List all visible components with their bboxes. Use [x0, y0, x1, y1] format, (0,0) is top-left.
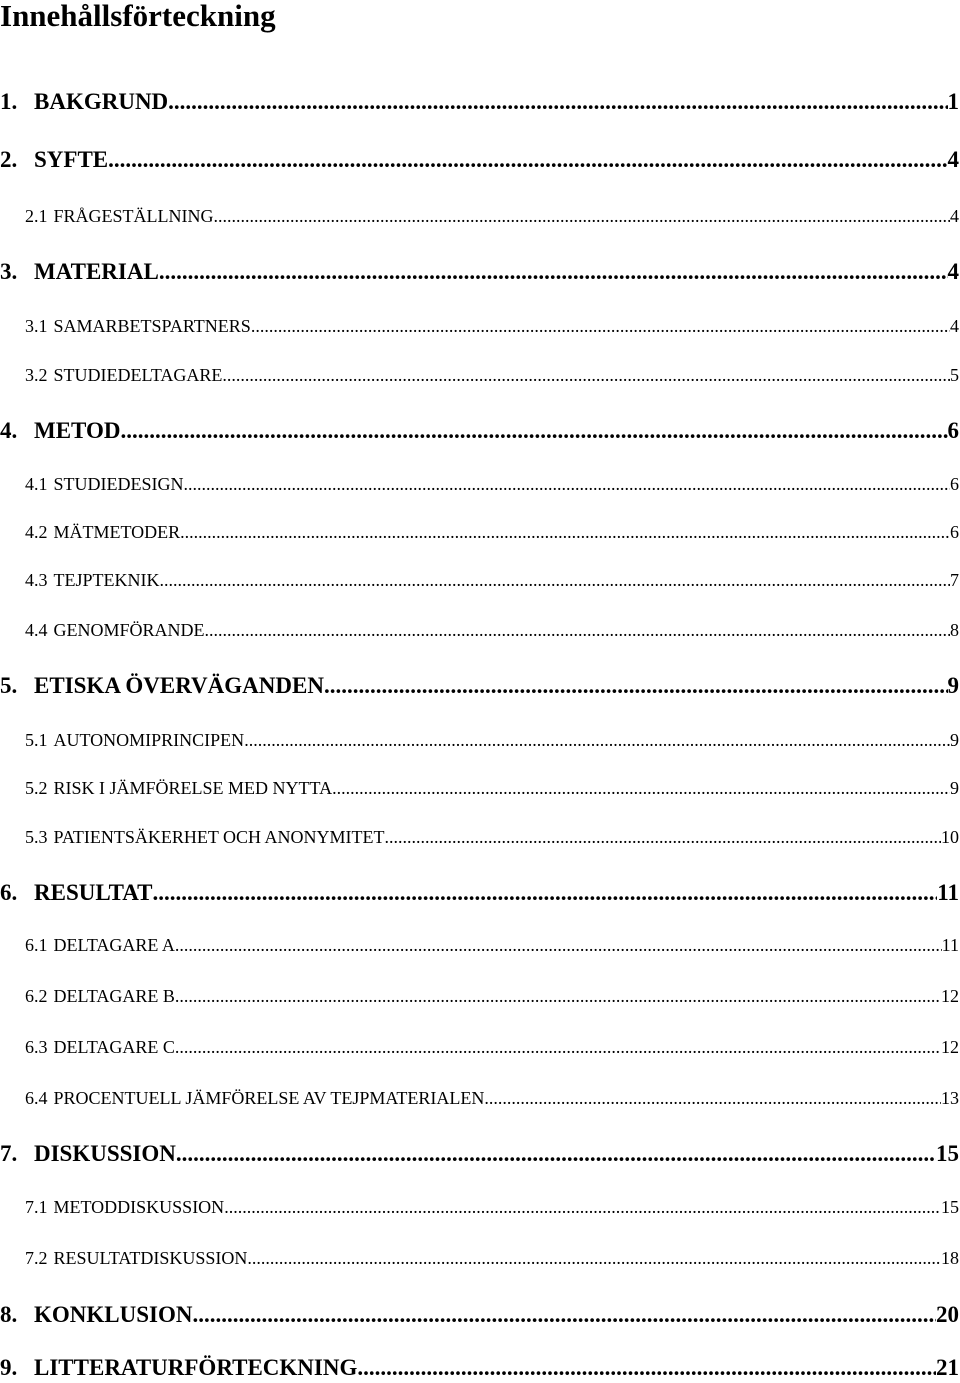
toc-entry-deltagare-b[interactable]: [25, 985, 959, 1007]
dot-leader: [175, 934, 942, 956]
dot-leader: [332, 777, 950, 799]
toc-entry-label: SAMARBETSPARTNERS: [53, 316, 251, 336]
toc-entry-page: 9: [950, 730, 959, 750]
toc-entry-konklusion[interactable]: [0, 1301, 959, 1329]
toc-entry-number: 7.1: [25, 1197, 48, 1217]
toc-entry-page: 4: [947, 259, 959, 284]
toc-entry-label: RESULTATDISKUSSION: [53, 1248, 248, 1268]
dot-leader: [357, 1354, 936, 1382]
toc-entry-number: 4.1: [25, 474, 48, 494]
toc-entry-label: DISKUSSION: [34, 1141, 176, 1166]
dot-leader: [205, 619, 950, 641]
toc-entry-page: 9: [950, 778, 959, 798]
toc-entry-label: KONKLUSION: [34, 1302, 193, 1327]
dot-leader: [192, 1301, 936, 1329]
toc-entry-studiedeltagare[interactable]: [25, 364, 959, 386]
toc-entry-page: 1: [947, 89, 959, 114]
dot-leader: [108, 146, 947, 174]
toc-entry-label: PATIENTSÄKERHET OCH ANONYMITET: [53, 827, 385, 847]
toc-entry-label: SYFTE: [34, 147, 109, 172]
toc-entry-page: 6: [950, 522, 959, 542]
toc-entry-page: 13: [941, 1088, 959, 1108]
toc-entry-label: RESULTAT: [34, 880, 153, 905]
toc-entry-label: DELTAGARE A: [53, 935, 175, 955]
dot-leader: [180, 521, 950, 543]
dot-leader: [385, 826, 941, 848]
dot-leader: [244, 729, 950, 751]
toc-entry-label: LITTERATURFÖRTECKNING: [34, 1355, 358, 1380]
toc-entry-metoddiskussion[interactable]: [25, 1196, 959, 1218]
toc-entry-label: MÄTMETODER: [53, 522, 181, 542]
toc-entry-label: AUTONOMIPRINCIPEN: [53, 730, 245, 750]
toc-entry-number: 9.: [0, 1355, 18, 1380]
toc-entry-resultat[interactable]: [0, 879, 959, 907]
toc-entry-resultatdiskussion[interactable]: [25, 1247, 959, 1269]
dot-leader: [224, 1196, 941, 1218]
toc-entry-samarbetspartners[interactable]: [25, 315, 959, 337]
toc-entry-label: PROCENTUELL JÄMFÖRELSE AV TEJPMATERIALEN: [53, 1088, 485, 1108]
toc-entry-procentuell-jamforelse[interactable]: [25, 1087, 959, 1109]
toc-entry-number: 5.2: [25, 778, 48, 798]
toc-entry-litteraturforteckning[interactable]: [0, 1354, 959, 1382]
toc-entry-label: METODDISKUSSION: [53, 1197, 225, 1217]
toc-entry-diskussion[interactable]: [0, 1140, 959, 1168]
toc-entry-number: 3.: [0, 259, 18, 284]
toc-entry-number: 7.: [0, 1141, 18, 1166]
dot-leader: [184, 473, 951, 495]
toc-entry-page: 4: [947, 147, 959, 172]
dot-leader: [176, 1140, 936, 1168]
toc-entry-patientsakerhet[interactable]: [25, 826, 959, 848]
toc-entry-page: 15: [936, 1141, 959, 1166]
toc-entry-label: RISK I JÄMFÖRELSE MED NYTTA: [53, 778, 333, 798]
toc-entry-number: 2.1: [25, 206, 48, 226]
toc-entry-etiska-overvaganden[interactable]: [0, 672, 959, 700]
toc-entry-number: 3.2: [25, 365, 48, 385]
toc-entry-label: TEJPTEKNIK: [53, 570, 160, 590]
toc-entry-label: ETISKA ÖVERVÄGANDEN: [34, 673, 324, 698]
dot-leader: [324, 672, 948, 700]
toc-entry-risk-i-jamforelse[interactable]: [25, 777, 959, 799]
toc-entry-page: 15: [941, 1197, 959, 1217]
toc-entry-page: 18: [941, 1248, 959, 1268]
dot-leader: [160, 569, 951, 591]
page-title: Innehållsförteckning: [0, 0, 276, 33]
toc-entry-deltagare-a[interactable]: [25, 934, 959, 956]
toc-entry-number: 8.: [0, 1302, 18, 1327]
dot-leader: [152, 879, 937, 907]
dot-leader: [159, 258, 948, 286]
dot-leader: [214, 205, 951, 227]
toc-entry-page: 12: [941, 986, 959, 1006]
toc-entry-label: STUDIEDELTAGARE: [53, 365, 223, 385]
toc-entry-number: 4.4: [25, 620, 48, 640]
toc-entry-page: 21: [936, 1355, 959, 1380]
dot-leader: [120, 417, 947, 445]
toc-entry-number: 5.: [0, 673, 18, 698]
toc-entry-page: 11: [941, 935, 959, 955]
toc-entry-page: 8: [950, 620, 959, 640]
toc-entry-number: 6.2: [25, 986, 48, 1006]
toc-entry-autonomiprincipen[interactable]: [25, 729, 959, 751]
toc-entry-number: 4.: [0, 418, 18, 443]
toc-entry-label: BAKGRUND: [34, 89, 169, 114]
toc-entry-metod[interactable]: [0, 417, 959, 445]
dot-leader: [175, 1036, 941, 1058]
toc-entry-page: 10: [941, 827, 959, 847]
toc-entry-bakgrund[interactable]: [0, 88, 959, 116]
toc-entry-syfte[interactable]: [0, 146, 959, 174]
toc-entry-label: GENOMFÖRANDE: [53, 620, 205, 640]
toc-entry-label: METOD: [34, 418, 121, 443]
toc-entry-label: DELTAGARE B: [53, 986, 175, 1006]
dot-leader: [222, 364, 950, 386]
toc-entry-number: 6.: [0, 880, 18, 905]
dot-leader: [247, 1247, 941, 1269]
toc-entry-page: 12: [941, 1037, 959, 1057]
toc-entry-fragestallning[interactable]: [25, 205, 959, 227]
toc-entry-number: 5.3: [25, 827, 48, 847]
toc-entry-genomforande[interactable]: [25, 619, 959, 641]
toc-entry-page: 6: [950, 474, 959, 494]
toc-entry-page: 7: [950, 570, 959, 590]
toc-entry-page: 20: [936, 1302, 959, 1327]
toc-entry-number: 6.3: [25, 1037, 48, 1057]
toc-entry-page: 4: [950, 316, 959, 336]
toc-entry-page: 9: [947, 673, 959, 698]
toc-entry-studiedesign[interactable]: [25, 473, 959, 495]
toc-entry-matmetoder[interactable]: [25, 521, 959, 543]
toc-entry-number: 1.: [0, 89, 18, 114]
toc-entry-label: DELTAGARE C: [53, 1037, 175, 1057]
toc-entry-label: MATERIAL: [34, 259, 159, 284]
toc-entry-number: 3.1: [25, 316, 48, 336]
toc-entry-number: 5.1: [25, 730, 48, 750]
toc-entry-number: 6.1: [25, 935, 48, 955]
toc-entry-page: 11: [937, 880, 959, 905]
dot-leader: [168, 88, 947, 116]
toc-entry-number: 6.4: [25, 1088, 48, 1108]
toc-entry-page: 4: [950, 206, 959, 226]
toc-entry-material[interactable]: [0, 258, 959, 286]
toc-entry-number: 7.2: [25, 1248, 48, 1268]
toc-entry-label: STUDIEDESIGN: [53, 474, 184, 494]
dot-leader: [175, 985, 941, 1007]
toc-entry-page: 5: [950, 365, 959, 385]
toc-entry-number: 4.2: [25, 522, 48, 542]
dot-leader: [484, 1087, 941, 1109]
toc-entry-number: 2.: [0, 147, 18, 172]
toc-entry-label: FRÅGESTÄLLNING: [53, 206, 214, 226]
toc-entry-number: 4.3: [25, 570, 48, 590]
toc-entry-tejpteknik[interactable]: [25, 569, 959, 591]
dot-leader: [251, 315, 950, 337]
toc-entry-deltagare-c[interactable]: [25, 1036, 959, 1058]
toc-entry-page: 6: [947, 418, 959, 443]
